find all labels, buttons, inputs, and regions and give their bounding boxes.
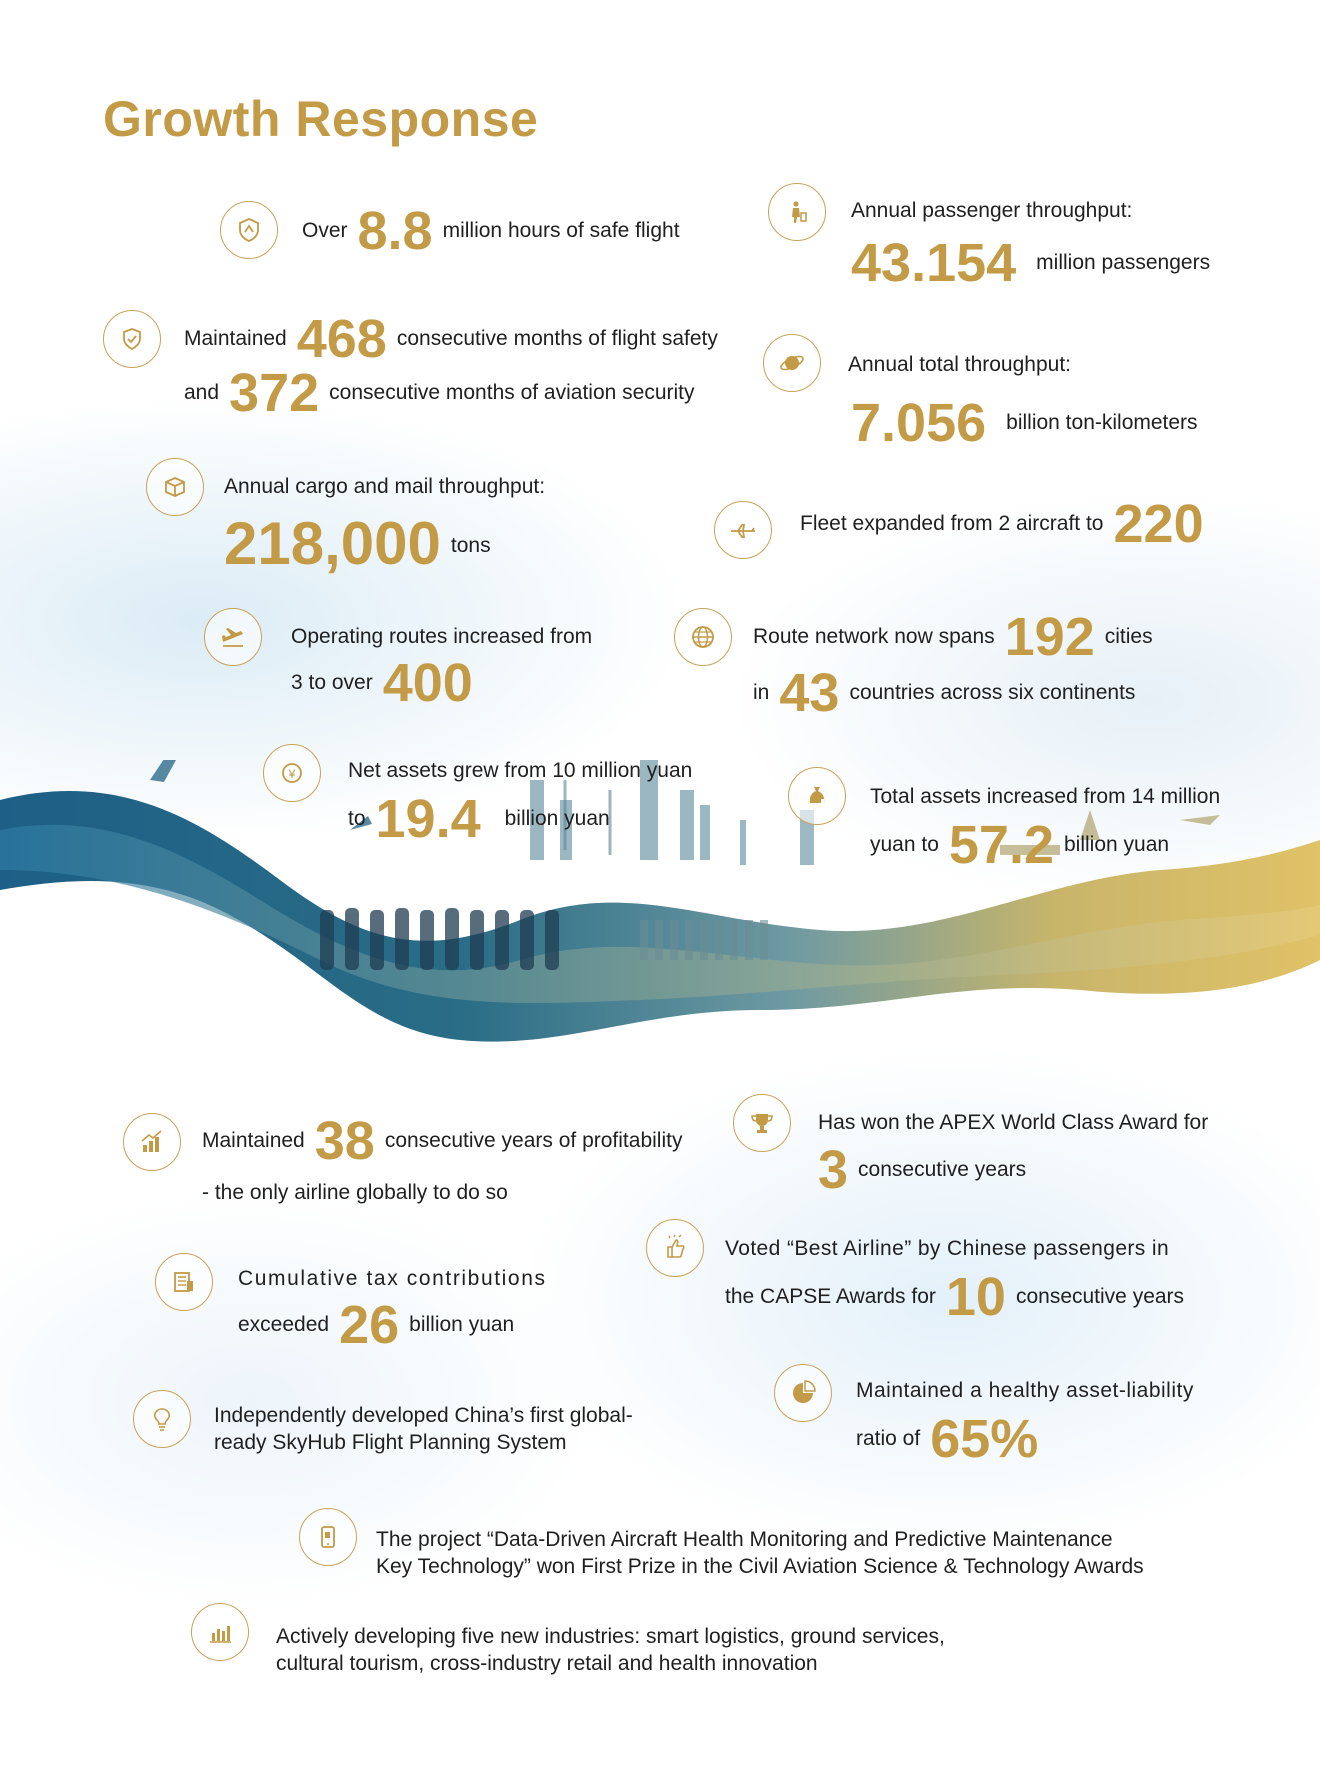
passenger-number: 43.154: [851, 233, 1017, 293]
flight-safety-stat: [184, 309, 718, 369]
net-assets-line1: Net assets grew from 10 million yuan: [348, 759, 693, 782]
ratio-pre: ratio of: [856, 1427, 921, 1450]
shield-icon: [220, 201, 278, 259]
total-throughput-stat: [851, 393, 1198, 453]
apex-post: consecutive years: [858, 1158, 1027, 1181]
network-in: in: [753, 681, 770, 704]
apex-stat: [818, 1140, 1027, 1200]
total-assets-line1: Total assets increased from 14 million: [870, 785, 1221, 808]
cargo-stat: [224, 510, 491, 577]
total-assets-number: 57.2: [948, 815, 1054, 875]
total-assets-pre: yuan to: [870, 833, 939, 856]
routes-line1: Operating routes increased from: [291, 625, 593, 648]
total-assets-stat: [870, 815, 1170, 875]
aviation-security-stat: [184, 363, 695, 423]
industries-line1: Actively developing five new industries: smart logistics, ground services,: [276, 1625, 945, 1648]
capse-post: consecutive years: [1015, 1285, 1185, 1308]
fleet-pre: Fleet expanded from 2 aircraft to: [800, 512, 1104, 535]
aviation-security-post: consecutive months of aviation security: [329, 381, 695, 404]
network-pre: Route network now spans: [753, 625, 995, 648]
flight-safety-post: consecutive months of flight safety: [396, 327, 718, 350]
cargo-post: tons: [450, 534, 491, 557]
routes-number: 400: [382, 653, 473, 713]
tax-number: 26: [339, 1295, 400, 1355]
ratio-line1: Maintained a healthy asset-liability: [856, 1379, 1194, 1402]
passenger-post: million passengers: [1036, 251, 1211, 274]
cargo-box-icon: [146, 458, 204, 516]
flight-safety-pre: Maintained: [184, 327, 287, 350]
fleet-stat: [800, 494, 1204, 554]
bar-chart-icon: [191, 1603, 249, 1661]
trophy-icon: [733, 1094, 791, 1152]
svg-text:¥: ¥: [288, 767, 296, 781]
total-throughput-number: 7.056: [851, 393, 987, 453]
network-cities-stat: [753, 607, 1153, 667]
capse-stat: [725, 1267, 1185, 1327]
passenger-luggage-icon: [768, 183, 826, 241]
industries-line2: cultural tourism, cross-industry retail and health innovation: [276, 1652, 818, 1675]
globe-icon: [674, 608, 732, 666]
total-throughput-label: Annual total throughput:: [848, 353, 1072, 376]
profit-number: 38: [314, 1111, 375, 1171]
security-shield-icon: [103, 310, 161, 368]
airplane-icon: [714, 501, 772, 559]
safe-flight-post: million hours of safe flight: [442, 219, 680, 242]
capse-number: 10: [945, 1267, 1006, 1327]
cargo-label: Annual cargo and mail throughput:: [224, 475, 546, 498]
capse-line1: Voted “Best Airline” by Chinese passengers in: [725, 1237, 1170, 1260]
fleet-number: 220: [1113, 494, 1204, 554]
routes-pre: 3 to over: [291, 671, 373, 694]
capse-pre: the CAPSE Awards for: [725, 1285, 936, 1308]
net-assets-pre: to: [348, 807, 366, 830]
aviation-security-pre: and: [184, 381, 220, 404]
tax-post: billion yuan: [409, 1313, 515, 1336]
project-line2: Key Technology” won First Prize in the Civil Aviation Science & Technology Awards: [376, 1555, 1144, 1578]
growth-chart-icon: [123, 1113, 181, 1171]
network-countries-stat: [753, 663, 1136, 723]
tablet-icon: [299, 1508, 357, 1566]
routes-stat: [291, 653, 473, 713]
net-assets-stat: [348, 789, 610, 849]
coins-icon: [263, 744, 321, 802]
network-countries-post: countries across six continents: [849, 681, 1136, 704]
net-assets-number: 19.4: [375, 789, 481, 849]
project-line1: The project “Data-Driven Aircraft Health Monitoring and Predictive Maintenance: [376, 1528, 1113, 1551]
ratio-stat: [856, 1409, 1039, 1469]
ratio-number: 65%: [930, 1409, 1039, 1469]
safe-flight-stat: [302, 201, 680, 261]
network-countries-number: 43: [779, 663, 840, 723]
passenger-label: Annual passenger throughput:: [851, 199, 1133, 222]
skyhub-line2: ready SkyHub Flight Planning System: [214, 1431, 567, 1454]
aviation-security-number: 372: [229, 363, 320, 423]
safe-flight-pre: Over: [302, 219, 348, 242]
profit-pre: Maintained: [202, 1129, 305, 1152]
network-cities-post: cities: [1104, 625, 1153, 648]
net-assets-post: billion yuan: [504, 807, 610, 830]
globe-orbit-icon: [763, 334, 821, 392]
profit-post: consecutive years of profitability: [384, 1129, 683, 1152]
tax-line1: Cumulative tax contributions: [238, 1267, 547, 1290]
takeoff-icon: [204, 608, 262, 666]
safe-flight-number: 8.8: [357, 201, 433, 261]
passenger-stat: [851, 233, 1211, 293]
page-title: Growth Response: [103, 91, 539, 147]
flight-safety-number: 468: [296, 309, 387, 369]
profit-line2: - the only airline globally to do so: [202, 1181, 508, 1204]
total-assets-post: billion yuan: [1064, 833, 1170, 856]
tax-pre: exceeded: [238, 1313, 330, 1336]
thumbs-up-icon: [646, 1219, 704, 1277]
apex-line1: Has won the APEX World Class Award for: [818, 1111, 1209, 1134]
lightbulb-icon: [133, 1390, 191, 1448]
money-bag-icon: [788, 767, 846, 825]
skyhub-line1: Independently developed China’s first global-: [214, 1404, 633, 1427]
apex-number: 3: [818, 1140, 849, 1200]
calculator-icon: [155, 1253, 213, 1311]
network-cities-number: 192: [1004, 607, 1095, 667]
pie-chart-icon: [774, 1364, 832, 1422]
tax-stat: [238, 1295, 515, 1355]
profit-stat: [202, 1111, 683, 1171]
cargo-number: 218,000: [224, 510, 441, 577]
total-throughput-post: billion ton-kilometers: [1006, 411, 1198, 434]
